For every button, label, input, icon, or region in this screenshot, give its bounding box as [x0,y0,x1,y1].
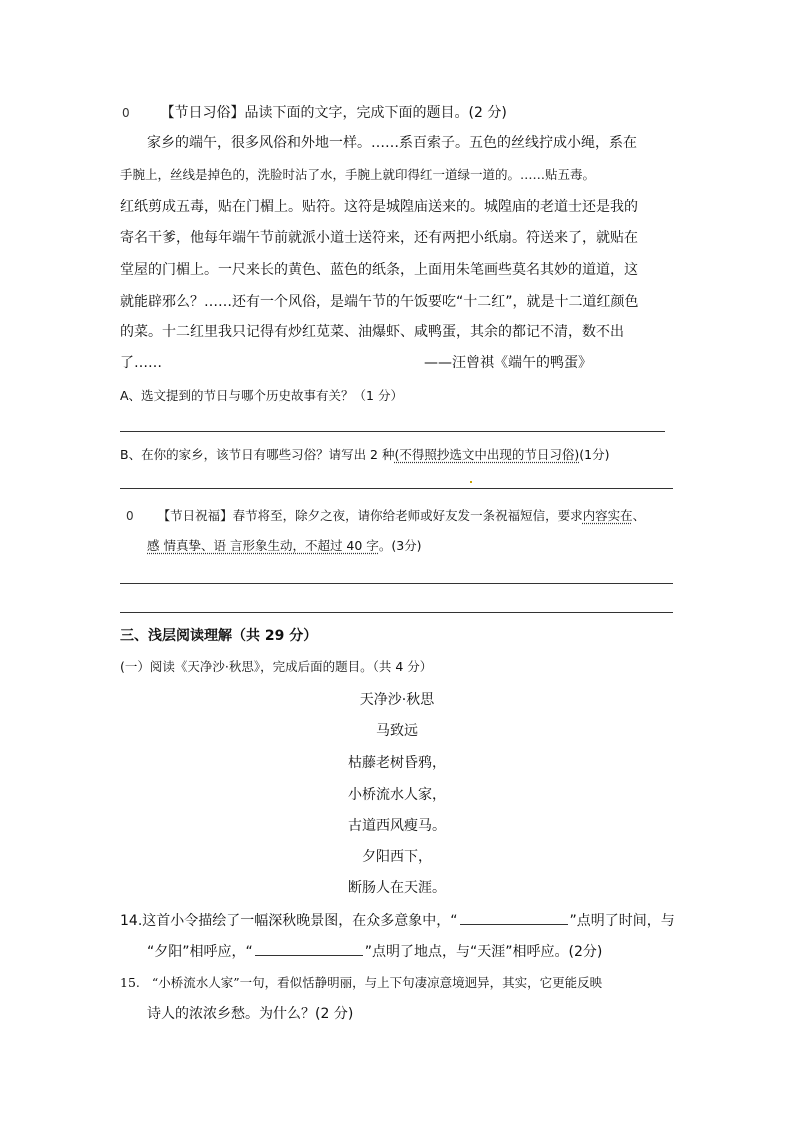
question-15-line2: 诗人的浓浓乡愁。为什么？(2 分) [147,1006,354,1022]
question-blessing-comma: 、 [632,508,646,523]
poem-line: 小桥流水人家， [348,787,446,803]
question-text: 【节日习俗】品读下面的文字，完成下面的题目。(2 分) [160,105,507,121]
question-14-line2 [147,942,602,961]
question-14-text: ”点明了地点，与“天涯”相呼应。(2分) [364,944,603,960]
answer-line-a[interactable] [120,431,665,432]
passage-line: 寄名干爹，他每年端午节前就派小道士送符来，还有两把小纸扇。符送来了，就贴在 [120,230,638,246]
question-b-emphasis: (不得照抄选文中出现的节日习俗) [394,447,580,462]
poem-line: 古道西风瘦马。 [348,818,446,834]
question-blessing-points: 。(3分) [378,538,422,553]
answer-line-b[interactable] [120,488,673,489]
scan-speck [470,481,472,483]
passage-line: 了…… [120,355,162,371]
passage-line: 家乡的端午，很多风俗和外地一样。……系百索子。五色的丝线拧成小绳，系在 [147,135,637,151]
fill-blank-time[interactable] [460,911,568,925]
section-heading: 三、浅层阅读理解（共 29 分） [120,628,318,644]
question-14-text: ”点明了时间，与 [569,913,675,929]
poem-title: 天净沙·秋思 [359,692,435,708]
question-number: 14. [120,913,143,929]
section-subheading: (一）阅读《天净沙·秋思》，完成后面的题目。（共 4 分） [120,659,433,674]
poem-line: 夕阳西下， [362,849,432,865]
question-b [120,446,609,464]
question-blessing-line2 [147,537,422,555]
passage-line: 红纸剪成五毒，贴在门楣上。贴符。这符是城隍庙送来的。城隍庙的老道士还是我的 [120,199,638,215]
question-15-text: “小桥流水人家”一句，看似恬静明丽，与上下句凄凉意境迥异，其实，它更能反映 [151,975,603,990]
answer-line-blessing-1[interactable] [120,583,673,584]
question-number: 0 [126,509,134,523]
question-b-points: (1分) [579,447,610,462]
poem-line: 枯藤老树昏鸦， [348,755,446,771]
question-14 [120,911,675,930]
passage-line: 就能辟邪么？……还有一个风俗，是端午节的午饭要吃“十二红”，就是十二道红颜色 [120,294,639,310]
fill-blank-place[interactable] [255,942,363,956]
passage-line: 的菜。十二红里我只记得有炒红苋菜、油爆虾、咸鸭蛋，其余的都记不清，数不出 [120,324,624,340]
question-number: 15. [120,975,140,990]
question-14-text: “夕阳”相呼应，“ [147,944,253,960]
question-blessing-emphasis: 内容实在 [582,508,633,523]
poem-line: 断肠人在天涯。 [348,880,446,896]
answer-line-blessing-2[interactable] [120,612,673,613]
question-15 [120,974,602,992]
question-blessing-text: 【节日祝福】春节将至，除夕之夜，请你给老师或好友发一条祝福短信，要求 [157,508,583,523]
passage-line: 手腕上，丝线是掉色的，洗脸时沾了水，手腕上就印得红一道绿一道的。……贴五毒。 [120,167,596,182]
question-b-prompt: B、在你的家乡，该节日有哪些习俗？请写出 2 种 [120,447,395,462]
passage-attribution: ——汪曾祺《端午的鸭蛋》 [424,355,592,371]
question-a: A、选文提到的节日与哪个历史故事有关？（1 分） [120,388,403,403]
question-blessing-emphasis-2: 感 情真挚、语 言形象生动，不超过 40 字 [147,538,379,553]
question-14-text: 这首小令描绘了一幅深秋晚景图，在众多意象中，“ [142,913,458,929]
question-number: 0 [122,106,130,120]
passage-line: 堂屋的门楣上。一尺来长的黄色、蓝色的纸条，上面用朱笔画些莫名其妙的道道，这 [120,262,638,278]
question-festival-customs [122,104,507,122]
question-blessing [126,507,645,525]
poem-author: 马致远 [376,723,418,739]
